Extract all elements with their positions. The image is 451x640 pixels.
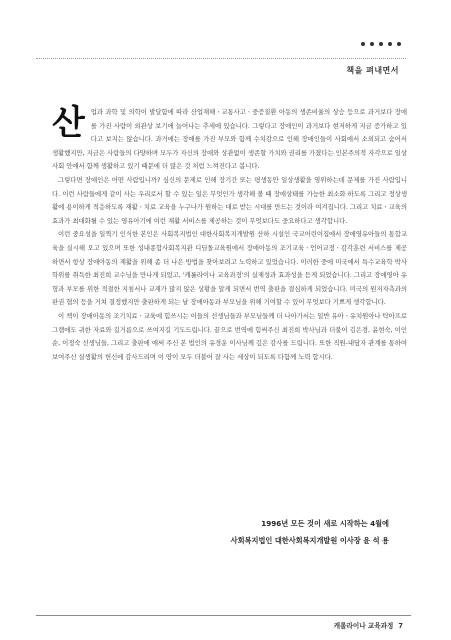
footer-book-title: 캐롤라이나 교육과정 xyxy=(333,622,394,630)
paragraph-2: 그렇다면 장애인은 어떤 사람입니까? 심신의 문제로 인해 장기간 또는 평생동안 일상생활을 영위하는데 문제를 가진 사람입니다. 이런 사람들에게 같이 사는 우리로서 할 수 있는 일은 무엇인가 생각해 볼 때 장애상태를 가능한 최소화 하도록 그리고 정상생활에 용이하게 적응하도록 재활ㆍ치료 교육을 누구나가 원하는 대로 받는 시대를 만드는 것이라 여겨집니다. 그리고 치료ㆍ교육의 효과가 최대화될 수 있는 영유아기에 이런 재활 서비스를 제공하는 것이 무엇보다도 중요하다고 생각합니다. xyxy=(52,175,407,225)
signature-author: 사회복지법인 대한사회복지개발원 이사장 윤 석 용 xyxy=(230,536,389,545)
paragraph-3: 이런 중요성을 일찍기 인식한 본인은 사회복지법인 대한사회복지개발원 산하 시설인 국교어린이집에서 장애영유아들의 통합교육을 실시해 오고 있으며 또한 성내종합사회복지관 디딤돌교육원에서 장애아동의 조기교육ㆍ언어교정ㆍ감각훈련 서비스를 제공하면서 항상 장애아동의 재활을 위해 좀 더 나은 방법을 찾아보려고 노력하고 있었습니다. 이러한 중에 미국에서 특수교육학 박사학위를 취득한 최진희 교수님을 만나게 되었고, '캐롤라이나 교육과정'의 실제성과 효과성을 듣게 되었습니다. 그리고 장애영아 유형과 부모를 위한 적절한 지침서나 교재가 많지 않은 상황을 알게 되면서 번역 출판을 결심하게 되었습니다. 미국의 원저자측과의 판권 협의 등을 거쳐 결정했지만 출판하게 되는 날 장애아동과 부모님을 위해 기여할 수 있어 무엇보다 기쁘게 생각합니다. xyxy=(52,230,407,307)
drop-cap: 산 xyxy=(52,103,85,143)
page-footer xyxy=(334,620,403,630)
preface-body xyxy=(52,103,407,364)
paragraph-1 xyxy=(52,103,407,174)
header-dotted-rule xyxy=(36,58,406,59)
page-number: 7 xyxy=(398,622,403,630)
footer-rule xyxy=(36,615,411,616)
decorative-dots xyxy=(361,42,401,46)
signature-date: 1996년 모든 것이 새로 시작하는 4월에 xyxy=(261,519,389,528)
paragraph-4: 이 책이 장애아동의 조기치료ㆍ교육에 힘쓰시는 이들의 선생님들과 부모님들께 더 나아가서는 일반 유아ㆍ유치원아나 탁아프로그램에도 귀한 자료와 길거름으로 쓰여지길 기도드립니다. 끝으로 번역에 힘써주신 최진희 박사님과 더불어 김은경, 윤현숙, 이인순, 이정숙 선생님들, 그리고 출판에 애써 주신 본 법인의 유경운 이사님께 깊은 감사를 드립니다. 또한 직원-내담자 관계를 통하여 보여주신 실생활의 헌신에 감사드리며 이 땅이 모두 더불어 잘 사는 세상이 되도록 다함께 노력 합시다. xyxy=(52,311,407,361)
dot xyxy=(370,42,374,46)
section-label: 책을 펴내면서 xyxy=(346,66,399,75)
paragraph-1-text: 업과 과학 및 의학이 발달함에 따라 산업재해ㆍ교통사고ㆍ중증질환 아동의 생존비율의 상승 등으로 과거보다 장애를 가진 사람이 외관상 보기에 늘어나는 추세에 있습니다. 그렇다고 장애인이 과거보다 현저하게 지금 증가하고 있다고 보지는 않습니다. 과거에는 장애를 가진 부모와 함께 수치감으로 인해 장애인들이 사회에서 소외되고 숨어서 생활했지만, 지금은 사람들의 다양하며 모두가 자신의 장애와 상관없이 생존할 가치와 권리를 가졌다는 인본주의적 자각으로 일상사회 안에서 함께 생활하고 있기 때문에 더 많은 것 처럼 느껴진다고 봅니다. xyxy=(52,108,407,171)
dot xyxy=(379,42,383,46)
dot xyxy=(397,42,401,46)
dot xyxy=(388,42,392,46)
dot xyxy=(361,42,365,46)
signature-block xyxy=(231,515,389,549)
